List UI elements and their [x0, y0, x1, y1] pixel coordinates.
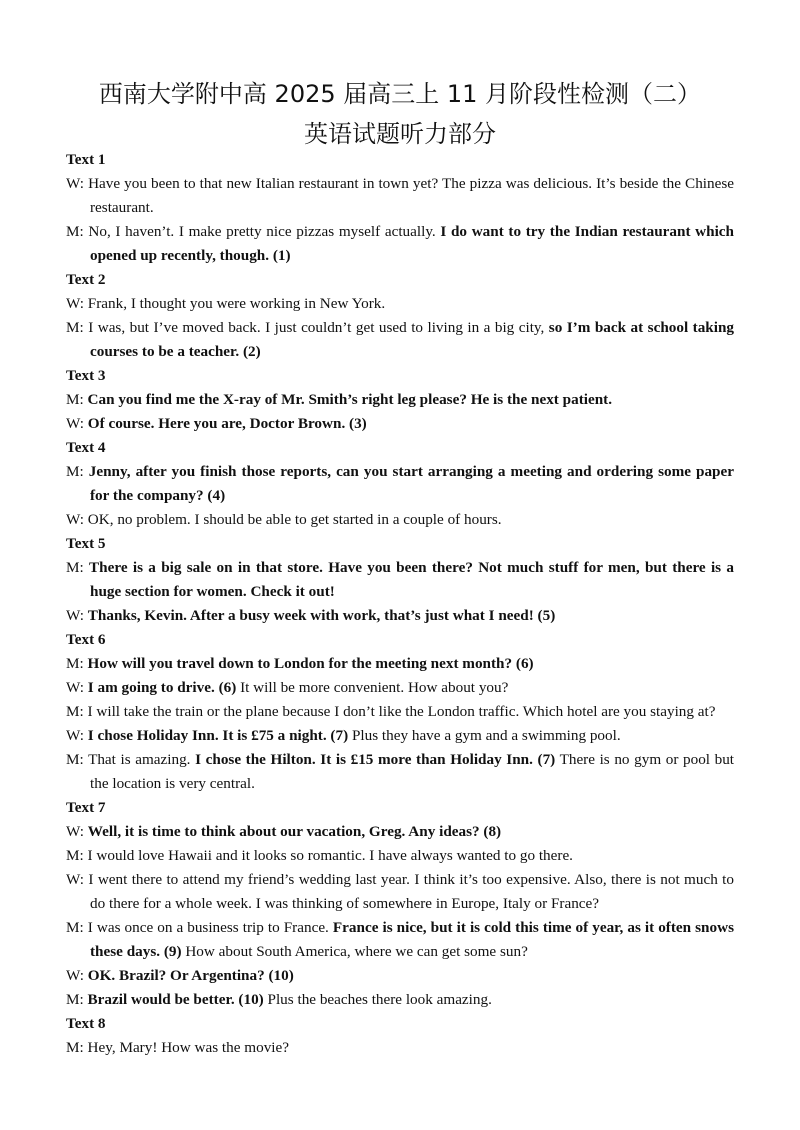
speaker-label: M:	[66, 751, 89, 768]
dialogue-line	[66, 844, 734, 868]
speaker-label: M:	[66, 391, 88, 408]
speaker-label: W:	[66, 415, 88, 432]
page-title: 西南大学附中高 2025 届高三上 11 月阶段性检测（二）	[98, 80, 702, 108]
dialogue-line	[66, 460, 734, 508]
dialogue-text: Frank, I thought you were working in New York.	[87, 295, 386, 312]
dialogue-line	[66, 412, 734, 436]
speaker-label: M:	[66, 463, 89, 480]
text-section	[66, 1012, 734, 1060]
speaker-label: W:	[66, 967, 88, 984]
dialogue-text: That is amazing.	[88, 751, 196, 768]
answer-key-text: so I’m back at school taking courses to be a teacher. (2)	[90, 319, 734, 360]
text-heading: Text 3	[66, 367, 106, 384]
text-heading: Text 4	[66, 439, 106, 456]
text-heading: Text 5	[66, 535, 106, 552]
answer-key-text: Jenny, after you finish those reports, can you start arranging a meeting and ordering some paper for the company? (4)	[88, 463, 734, 504]
dialogue-text: No, I haven’t. I make pretty nice pizzas myself actually.	[88, 223, 441, 240]
dialogue-line	[66, 988, 734, 1012]
dialogue-text: How about South America, where we can get some sun?	[181, 943, 528, 960]
answer-key-text: Can you find me the X-ray of Mr. Smith’s right leg please? He is the next patient.	[87, 391, 613, 408]
answer-key-text: Thanks, Kevin. After a busy week with work, that’s just what I need! (5)	[87, 607, 556, 624]
dialogue-line	[66, 292, 734, 316]
text-heading: Text 6	[66, 631, 106, 648]
dialogue-text: I was, but I’ve moved back. I just couldn’t get used to living in a big city,	[88, 319, 549, 336]
dialogue-text: It will be more convenient. How about you?	[236, 679, 509, 696]
dialogue-line	[66, 556, 734, 604]
dialogue-text: OK, no problem. I should be able to get started in a couple of hours.	[87, 511, 502, 528]
speaker-label: W:	[66, 607, 88, 624]
answer-key-text: There is a big sale on in that store. Have you been there? Not much stuff for men, but there is a huge section for women. Check it out!	[89, 559, 734, 600]
speaker-label: W:	[66, 727, 88, 744]
dialogue-line	[66, 964, 734, 988]
speaker-label: M:	[66, 1039, 88, 1056]
speaker-label: M:	[66, 655, 88, 672]
dialogue-line	[66, 508, 734, 532]
dialogue-line	[66, 220, 734, 268]
answer-key-text: I am going to drive. (6)	[87, 679, 237, 696]
text-heading: Text 2	[66, 271, 106, 288]
dialogue-text: Hey, Mary! How was the movie?	[87, 1039, 289, 1056]
speaker-label: M:	[66, 847, 88, 864]
speaker-label: M:	[66, 991, 88, 1008]
answer-key-text: OK. Brazil? Or Argentina? (10)	[87, 967, 294, 984]
text-heading: Text 7	[66, 799, 106, 816]
text-section	[66, 436, 734, 532]
dialogue-text: Plus they have a gym and a swimming pool.	[348, 727, 621, 744]
text-section	[66, 532, 734, 628]
speaker-label: W:	[66, 823, 88, 840]
answer-key-text: Brazil would be better. (10)	[87, 991, 264, 1008]
page-subtitle: 英语试题听力部分	[304, 120, 496, 148]
speaker-label: W:	[66, 175, 89, 192]
text-heading: Text 1	[66, 151, 106, 168]
dialogue-line	[66, 604, 734, 628]
answer-key-text: How will you travel down to London for the meeting next month? (6)	[87, 655, 534, 672]
speaker-label: W:	[66, 679, 88, 696]
text-section	[66, 148, 734, 268]
dialogue-text: I was once on a business trip to France.	[87, 919, 333, 936]
dialogue-line	[66, 820, 734, 844]
answer-key-text: I chose the Hilton. It is £15 more than Holiday Inn. (7)	[195, 751, 556, 768]
text-section	[66, 628, 734, 796]
dialogue-line	[66, 748, 734, 796]
speaker-label: M:	[66, 703, 88, 720]
answer-key-text: France is nice, but it is cold this time of year, as it often snows these days. (9)	[90, 919, 734, 960]
dialogue-line	[66, 172, 734, 220]
transcript-body	[66, 148, 734, 1060]
answer-key-text: Of course. Here you are, Doctor Brown. (3)	[87, 415, 367, 432]
answer-key-text: I chose Holiday Inn. It is £75 a night. (7)	[87, 727, 349, 744]
dialogue-line	[66, 724, 734, 748]
speaker-label: M:	[66, 319, 89, 336]
speaker-label: M:	[66, 559, 90, 576]
speaker-label: M:	[66, 919, 88, 936]
dialogue-line	[66, 652, 734, 676]
text-section	[66, 268, 734, 364]
dialogue-text: I would love Hawaii and it looks so romantic. I have always wanted to go there.	[87, 847, 573, 864]
text-section	[66, 364, 734, 436]
text-section	[66, 796, 734, 1012]
dialogue-line	[66, 388, 734, 412]
speaker-label: W:	[66, 511, 88, 528]
dialogue-text: Have you been to that new Italian restaurant in town yet? The pizza was delicious. It’s beside the Chinese restaurant.	[88, 175, 734, 216]
dialogue-line	[66, 676, 734, 700]
dialogue-text: Plus the beaches there look amazing.	[263, 991, 492, 1008]
text-heading: Text 8	[66, 1015, 106, 1032]
speaker-label: W:	[66, 295, 88, 312]
answer-key-text: I do want to try the Indian restaurant which opened up recently, though. (1)	[90, 223, 734, 264]
dialogue-line	[66, 868, 734, 916]
dialogue-line	[66, 1036, 734, 1060]
dialogue-text: I will take the train or the plane because I don’t like the London traffic. Which hotel are you staying at?	[87, 703, 716, 720]
dialogue-line	[66, 700, 734, 724]
answer-key-text: Well, it is time to think about our vacation, Greg. Any ideas? (8)	[87, 823, 502, 840]
speaker-label: M:	[66, 223, 89, 240]
dialogue-line	[66, 316, 734, 364]
dialogue-text: I went there to attend my friend’s wedding last year. I think it’s too expensive. Also, there is not much to do there for a whole week. I was thinking of somewhere in Europe, Italy or France?	[88, 871, 734, 912]
dialogue-line	[66, 916, 734, 964]
dialogue-text: There is no gym or pool but the location is very central.	[90, 751, 735, 792]
speaker-label: W:	[66, 871, 89, 888]
